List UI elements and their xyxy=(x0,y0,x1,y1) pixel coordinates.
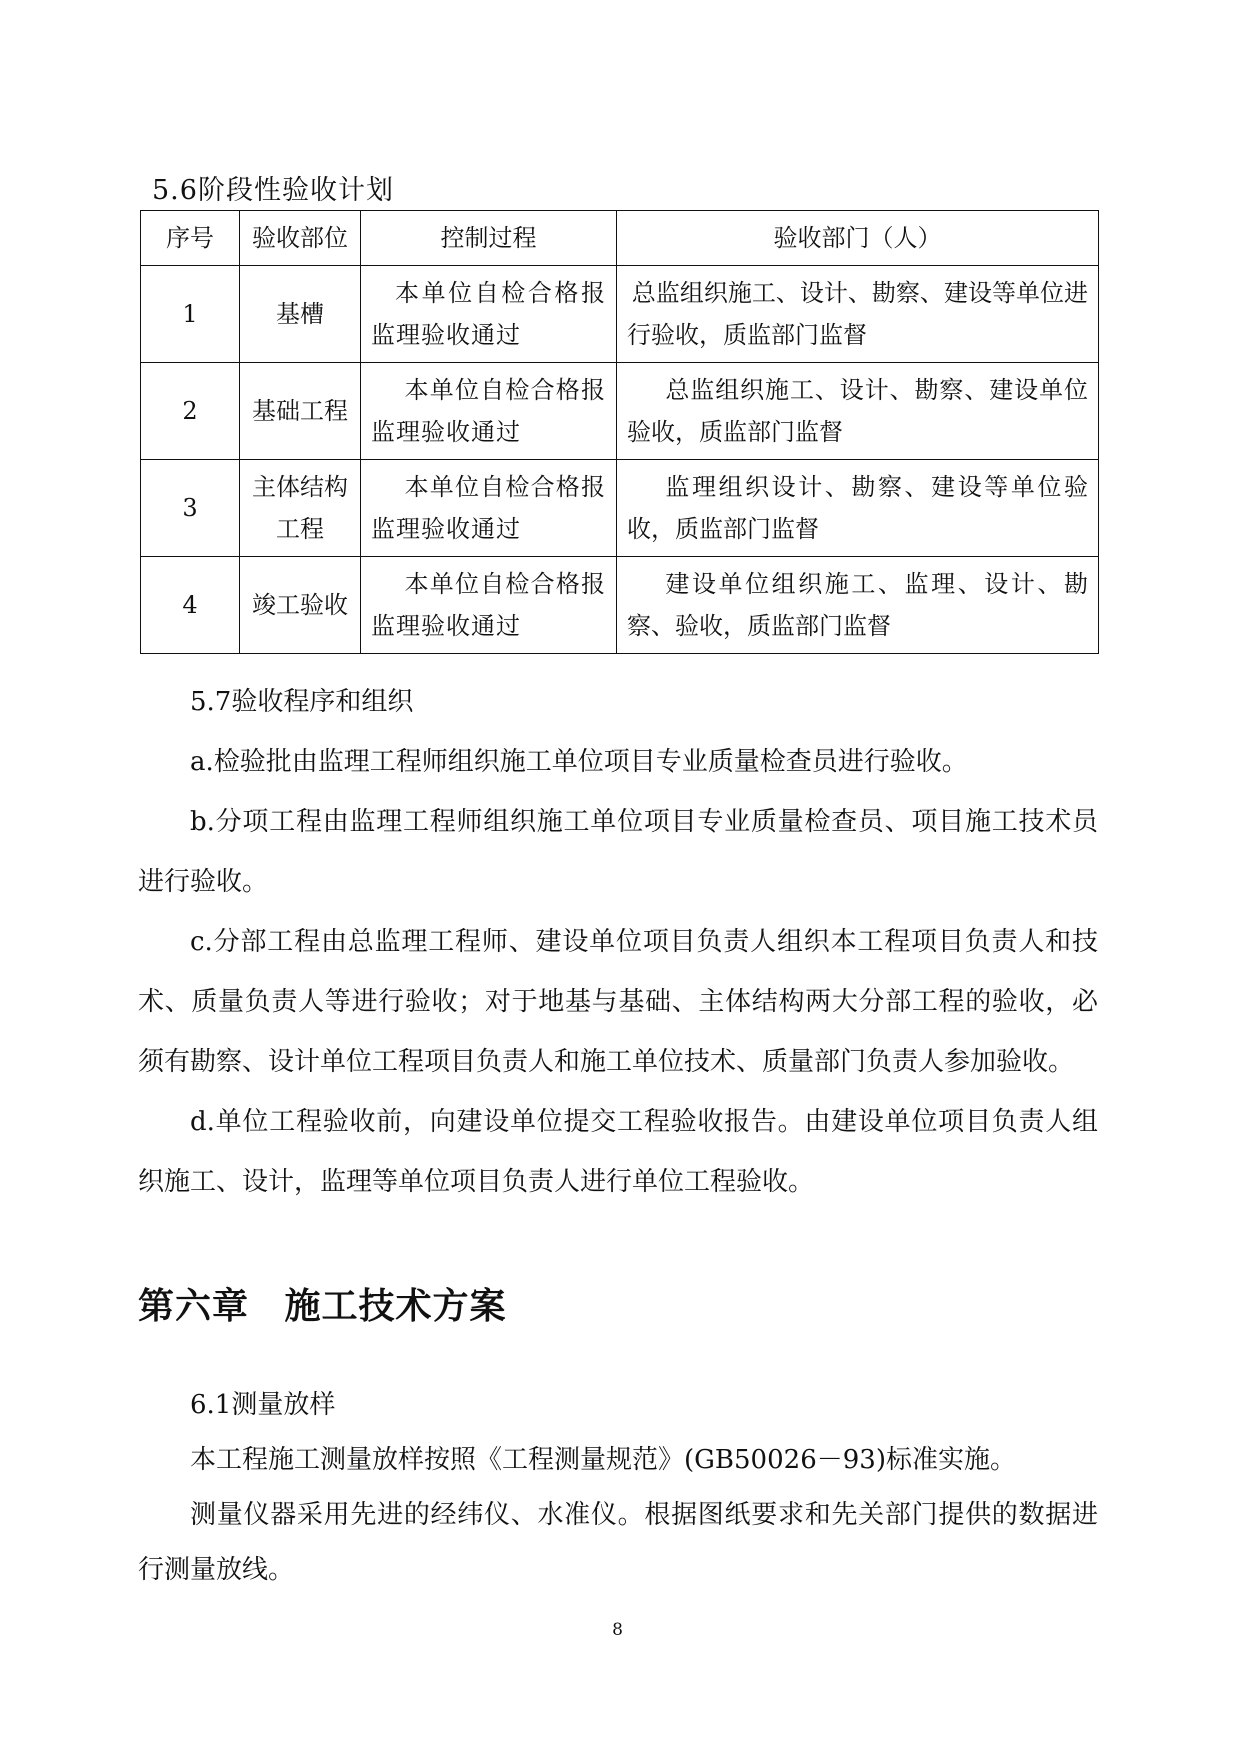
paragraph: d.单位工程验收前，向建设单位提交工程验收报告。由建设单位项目负责人组织施工、设计，监理等单位项目负责人进行单位工程验收。 xyxy=(138,1107,1098,1197)
table-caption: 5.6阶段性验收计划 xyxy=(152,175,394,206)
table-row xyxy=(141,363,1099,460)
paragraph: a.检验批由监理工程师组织施工单位项目专业质量检查员进行验收。 xyxy=(190,747,968,777)
section-heading: 6.1测量放样 xyxy=(190,1390,336,1420)
chapter-title: 第六章 施工技术方案 xyxy=(138,1286,507,1327)
cell-part: 竣工验收 xyxy=(240,557,361,654)
acceptance-plan-table xyxy=(140,210,1099,654)
cell-seq: 2 xyxy=(141,363,240,460)
header-control: 控制过程 xyxy=(361,211,617,266)
page-number: 8 xyxy=(612,1620,623,1640)
cell-control: 本单位自检合格报监理验收通过 xyxy=(361,557,617,654)
section-5-7 xyxy=(138,672,1098,1212)
paragraph: b.分项工程由监理工程师组织施工单位项目专业质量检查员、项目施工技术员进行验收。 xyxy=(138,807,1098,897)
cell-dept: 建设单位组织施工、监理、设计、勘察、验收，质监部门监督 xyxy=(617,557,1099,654)
cell-part: 基础工程 xyxy=(240,363,361,460)
cell-seq: 4 xyxy=(141,557,240,654)
table-header-row xyxy=(141,211,1099,266)
section-heading: 5.7验收程序和组织 xyxy=(190,687,414,717)
cell-seq: 3 xyxy=(141,460,240,557)
paragraph: 测量仪器采用先进的经纬仪、水准仪。根据图纸要求和先关部门提供的数据进行测量放线。 xyxy=(138,1500,1098,1585)
cell-control: 本单位自检合格报监理验收通过 xyxy=(361,266,617,363)
cell-control: 本单位自检合格报监理验收通过 xyxy=(361,363,617,460)
header-seq: 序号 xyxy=(141,211,240,266)
cell-control: 本单位自检合格报监理验收通过 xyxy=(361,460,617,557)
table-row xyxy=(141,266,1099,363)
cell-seq: 1 xyxy=(141,266,240,363)
section-6-1 xyxy=(138,1378,1098,1598)
paragraph: c.分部工程由总监理工程师、建设单位项目负责人组织本工程项目负责人和技术、质量负责人等进行验收；对于地基与基础、主体结构两大分部工程的验收，必须有勘察、设计单位工程项目负责人和施工单位技术、质量部门负责人参加验收。 xyxy=(138,927,1098,1077)
table-row xyxy=(141,460,1099,557)
table-row xyxy=(141,557,1099,654)
cell-dept: 总监组织施工、设计、勘察、建设等单位进行验收，质监部门监督 xyxy=(617,266,1099,363)
cell-part: 主体结构工程 xyxy=(240,460,361,557)
header-dept: 验收部门（人） xyxy=(617,211,1099,266)
header-part: 验收部位 xyxy=(240,211,361,266)
paragraph: 本工程施工测量放样按照《工程测量规范》(GB50026－93)标准实施。 xyxy=(190,1445,1016,1475)
cell-dept: 总监组织施工、设计、勘察、建设单位验收，质监部门监督 xyxy=(617,363,1099,460)
cell-part: 基槽 xyxy=(240,266,361,363)
cell-dept: 监理组织设计、勘察、建设等单位验收，质监部门监督 xyxy=(617,460,1099,557)
